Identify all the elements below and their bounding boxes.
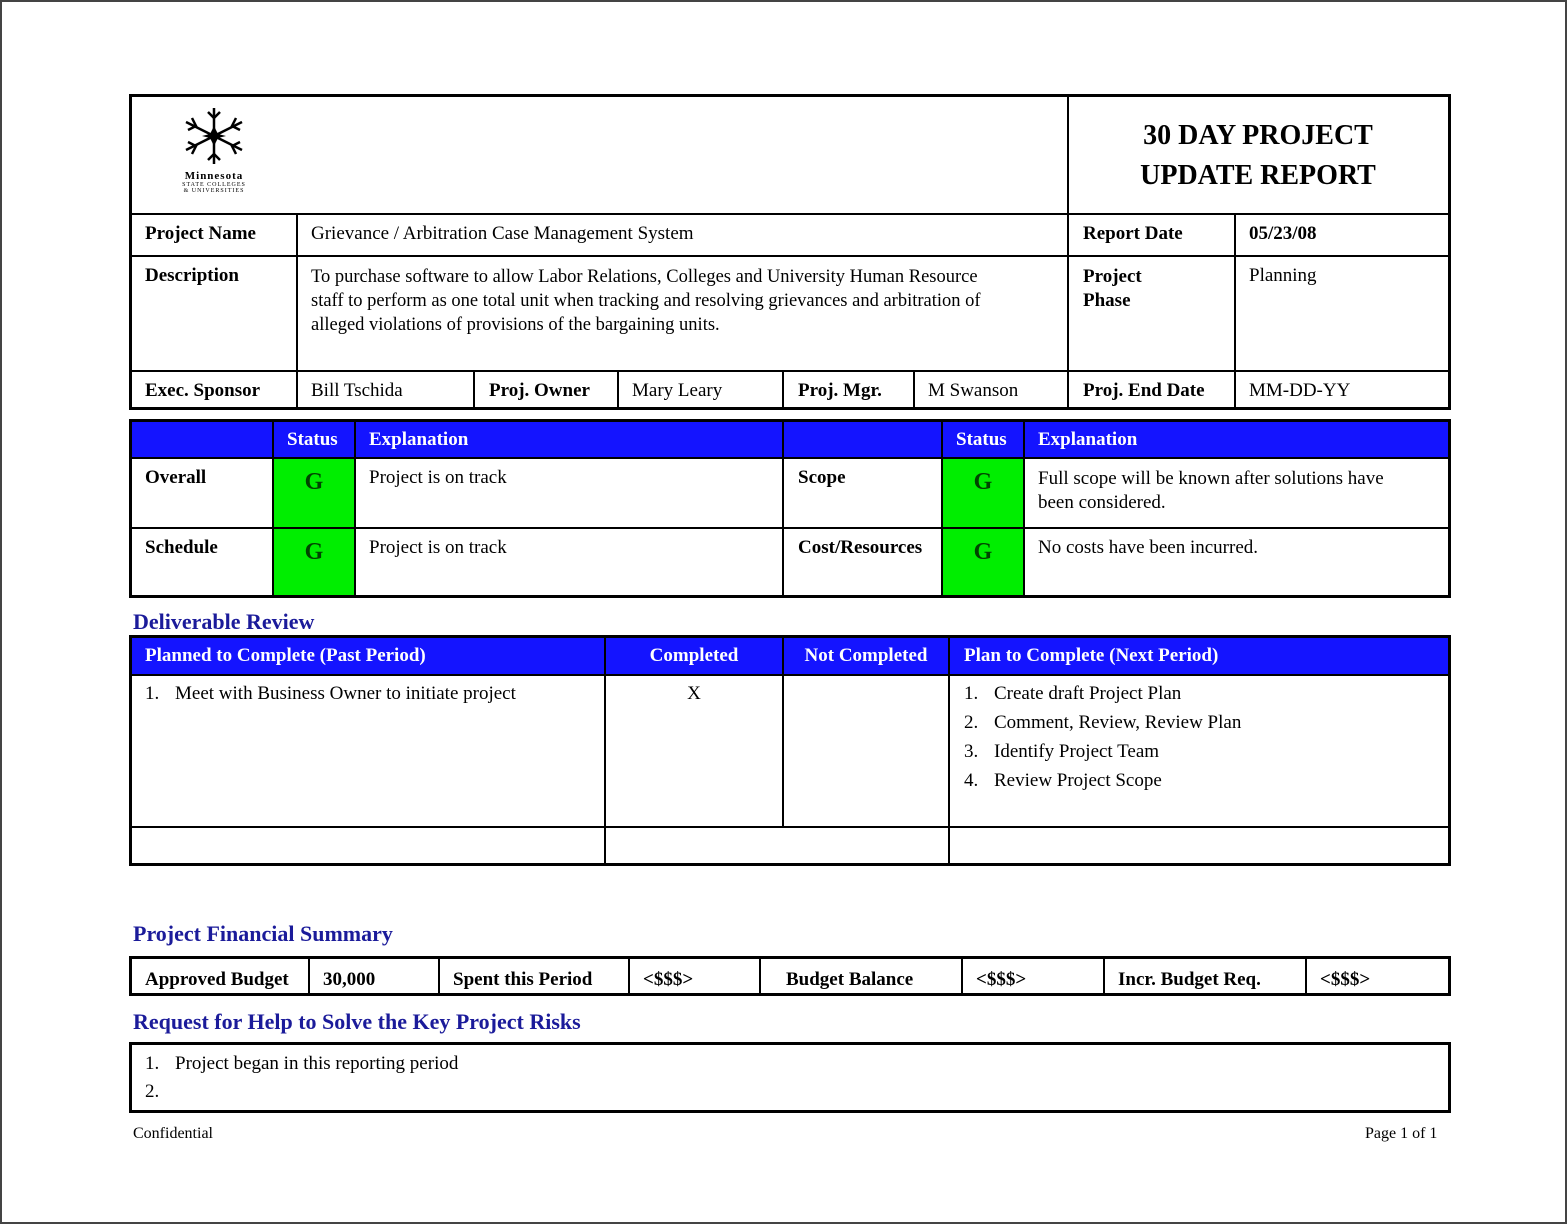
deliverables-rule: [132, 674, 1448, 676]
explanation-header: Explanation: [369, 429, 469, 450]
status-rule: [1023, 422, 1025, 595]
exec-sponsor-value: Bill Tschida: [311, 380, 403, 401]
risk-item-num: 2.: [145, 1081, 160, 1102]
balance-label: Budget Balance: [786, 969, 914, 990]
scope-status: G: [973, 469, 993, 495]
financial-rule: [759, 959, 761, 993]
proj-mgr-value: M Swanson: [928, 380, 1019, 401]
status-header: Status: [287, 429, 338, 450]
next-item-text: Identify Project Team: [994, 741, 1160, 762]
report-title: [1070, 116, 1446, 196]
proj-owner-value: Mary Leary: [632, 380, 723, 401]
completed-header: Completed: [649, 645, 739, 666]
description-line: staff to perform as one total unit when tracking and resolving grievances and arbitration of: [311, 291, 981, 311]
footer-page-number: Page 1 of 1: [1365, 1125, 1438, 1142]
info-rule: [132, 255, 1448, 257]
financial-summary-title: Project Financial Summary: [133, 921, 393, 946]
scope-label: Scope: [798, 467, 846, 488]
explanation-header-2: Explanation: [1038, 429, 1138, 450]
status-header-2: Status: [956, 429, 1007, 450]
info-rule: [913, 372, 915, 408]
approved-budget-label: Approved Budget: [145, 969, 289, 990]
risks-title: Request for Help to Solve the Key Project Risks: [133, 1009, 581, 1034]
overall-status: G: [304, 469, 324, 495]
planned-item-num: 1.: [145, 683, 160, 704]
next-item-num: 4.: [964, 770, 979, 791]
info-rule: [132, 370, 1448, 372]
description-line: alleged violations of provisions of the bargaining units.: [311, 315, 720, 335]
info-rule: [617, 372, 619, 408]
exec-sponsor-label: Exec. Sponsor: [145, 380, 261, 401]
balance-value: <$$$>: [976, 969, 1027, 990]
financial-rule: [1305, 959, 1307, 993]
next-item-num: 1.: [964, 683, 979, 704]
spent-value: <$$$>: [643, 969, 694, 990]
info-rule: [1234, 215, 1236, 408]
spent-label: Spent this Period: [453, 969, 593, 990]
project-phase-label-line: Project: [1083, 266, 1142, 287]
project-name-value: Grievance / Arbitration Case Management System: [311, 223, 694, 244]
status-rule: [782, 422, 784, 595]
incr-value: <$$$>: [1320, 969, 1371, 990]
overall-explanation: Project is on track: [369, 467, 507, 488]
report-date-value: 05/23/08: [1249, 223, 1317, 244]
financial-rule: [961, 959, 963, 993]
logo: [170, 104, 258, 208]
not-completed-header: Not Completed: [804, 645, 928, 666]
deliverables-rule: [948, 638, 950, 863]
schedule-explanation: Project is on track: [369, 537, 507, 558]
deliverables-rule: [604, 638, 606, 863]
cost-resources-label: Cost/Resources: [798, 537, 923, 558]
info-rule: [782, 372, 784, 408]
proj-end-date-label: Proj. End Date: [1083, 380, 1205, 401]
status-rule: [354, 422, 356, 595]
approved-budget-value: 30,000: [323, 969, 376, 990]
scope-explanation-line: been considered.: [1038, 492, 1166, 513]
project-name-label: Project Name: [145, 223, 256, 244]
description-line: To purchase software to allow Labor Relations, Colleges and University Human Resource: [311, 267, 978, 287]
next-item-text: Review Project Scope: [994, 770, 1162, 791]
footer-confidential: Confidential: [133, 1125, 213, 1142]
description-text: [311, 265, 981, 337]
incr-label: Incr. Budget Req.: [1118, 969, 1261, 990]
overall-label: Overall: [145, 467, 207, 488]
financial-rule: [1103, 959, 1105, 993]
plan-next-header: Plan to Complete (Next Period): [964, 645, 1219, 666]
completed-mark: X: [687, 683, 701, 704]
project-phase-value: Planning: [1249, 265, 1317, 286]
financial-rule: [438, 959, 440, 993]
proj-mgr-label: Proj. Mgr.: [798, 380, 882, 401]
info-rule: [473, 372, 475, 408]
planned-item-text: Meet with Business Owner to initiate project: [175, 683, 516, 704]
planned-header: Planned to Complete (Past Period): [145, 645, 426, 666]
next-item-text: Comment, Review, Review Plan: [994, 712, 1242, 733]
risk-item-num: 1.: [145, 1053, 160, 1074]
schedule-status: G: [304, 539, 324, 565]
info-rule: [132, 213, 1448, 215]
logo-line3: & UNIVERSITIES: [183, 188, 245, 194]
deliverables-rule: [132, 826, 1448, 828]
description-label: Description: [145, 265, 239, 286]
risk-item-text: Project began in this reporting period: [175, 1053, 459, 1074]
report-title-line2: UPDATE REPORT: [1140, 160, 1376, 191]
financial-rule: [308, 959, 310, 993]
info-divider: [1067, 97, 1069, 408]
info-rule: [296, 215, 298, 408]
report-title-line1: 30 DAY PROJECT: [1143, 120, 1373, 151]
deliverable-review-title: Deliverable Review: [133, 609, 315, 634]
financial-rule: [628, 959, 630, 993]
cost-resources-status: G: [973, 539, 993, 565]
logo-line2: STATE COLLEGES: [182, 182, 246, 188]
project-phase-label-line: Phase: [1083, 290, 1131, 311]
proj-end-date-value: MM-DD-YY: [1249, 380, 1351, 401]
scope-explanation: [1038, 467, 1384, 515]
cost-resources-explanation: No costs have been incurred.: [1038, 537, 1259, 558]
next-item-num: 3.: [964, 741, 979, 762]
scope-explanation-line: Full scope will be known after solutions have: [1038, 468, 1384, 489]
project-phase-label: [1083, 265, 1142, 313]
proj-owner-label: Proj. Owner: [489, 380, 590, 401]
schedule-label: Schedule: [145, 537, 218, 558]
snowflake-star-icon: [178, 104, 250, 168]
report-date-label: Report Date: [1083, 223, 1183, 244]
next-item-text: Create draft Project Plan: [994, 683, 1182, 704]
next-item-num: 2.: [964, 712, 979, 733]
logo-line1: Minnesota: [184, 170, 244, 182]
